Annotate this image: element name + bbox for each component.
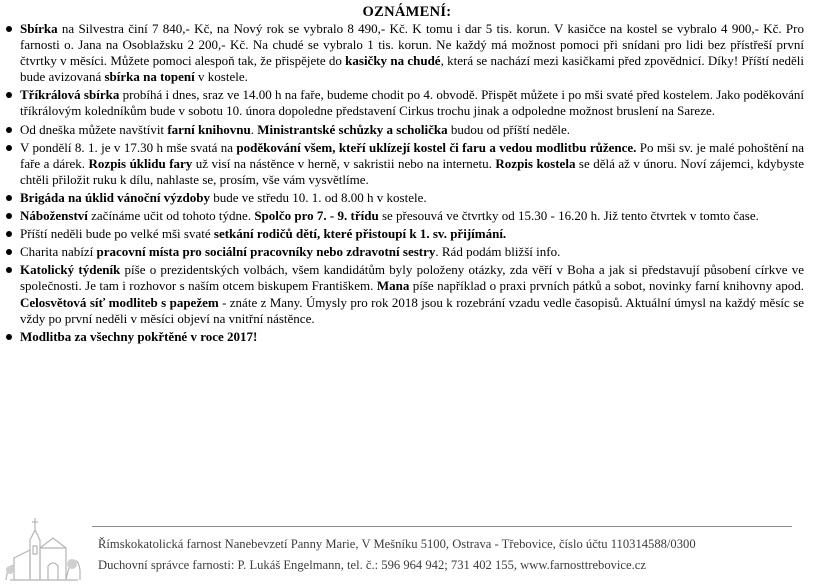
footer-parish-address: Římskokatolická farnost Nanebevzetí Panny Marie, V Mešníku 5100, Ostrava - Třebovice, číslo účtu 110314588/0300 (98, 537, 696, 551)
text: - znáte z Many. Úmysly pro rok 2018 jsou k rozebrání vzadu vedle časopisů. Aktuální úmysl na každý měsíc se vždy po první neděli v měsíci objeví na vnitřní nástěnce. (20, 294, 804, 326)
bold-text: poděkování všem, kteří uklízejí kostel či faru a vedou modlitbu růžence. (236, 139, 637, 155)
announcement-item (4, 329, 804, 345)
bold-text: kasičky na chudé (345, 53, 441, 69)
footer-divider (92, 526, 792, 527)
announcement-item (4, 140, 804, 188)
announcement-item (4, 262, 804, 326)
bold-text: Sbírka (20, 21, 58, 36)
bold-text: Rozpis úklidu fary (88, 155, 193, 171)
announcement-item (4, 226, 804, 242)
text: Od dneška můžete navštívit (20, 121, 168, 137)
text: Charita nabízí (20, 244, 97, 260)
text: bude ve středu 10. 1. od 8.00 h v kostele. (210, 189, 427, 205)
bold-text: Mana (376, 278, 410, 294)
text: píše o prezidentských volbách, všem kandidátům byly položeny otázky, zda věří v Boha a jak si představují působení církve ve společnosti. Je tam i rozhovor s naším otcem biskupem Františkem. (20, 262, 804, 294)
church-logo-icon (4, 500, 84, 582)
footer-contact: Duchovní správce farnosti: P. Lukáš Engelmann, tel. č.: 596 964 942; 731 402 155, www.farnosttrebovice.cz (98, 558, 646, 572)
text: Příští neděli bude po velké mši svaté (20, 226, 214, 242)
text: se dělá až v únoru. Noví zájemci, kdybyste chtěli přiložit ruku k dílu, nahlaste se, prosím, vše vám vysvětlíme. (20, 155, 804, 187)
text: , která se nachází mezi kasičkami před zpovědnicí. Díky! Příští neděli bude avizovaná (20, 53, 804, 85)
bold-text: Celosvětová síť modliteb s papežem (20, 294, 219, 310)
bold-text: Tříkrálová sbírka (20, 87, 120, 103)
text: už visí na nástěnce v herně, v sakristii nebo na internetu. (192, 155, 496, 171)
text: Po mši sv. je malé pohoštění na faře a dárek. (20, 139, 805, 171)
bold-text: Modlitba za všechny pokřtěné v roce 2017! (20, 328, 258, 344)
announcement-item (4, 208, 804, 224)
bold-text: setkání rodičů dětí, které přistoupí k 1. sv. přijímání. (213, 226, 507, 242)
bold-text: sbírka na topení (104, 69, 195, 85)
bold-text: Rozpis kostela (495, 155, 576, 171)
bold-text: pracovní místa pro sociální pracovníky nebo zdravotní sestry (96, 244, 436, 260)
bold-text: farní knihovnu (167, 121, 251, 137)
text: začínáme učit od tohoto týdne. (87, 208, 255, 224)
announcement-list (4, 21, 804, 347)
text: píše například o praxi prvních pátků a sobot, novinky farní knihovny apod. (409, 278, 804, 294)
bold-text: Spolčo pro 7. - 9. třídu (254, 208, 379, 224)
bold-text: Brigáda na úklid vánoční výzdoby (20, 189, 210, 205)
announcement-item (4, 190, 804, 206)
text: . (250, 121, 258, 137)
announcement-item (4, 122, 804, 138)
page-title: OZNÁMENÍ: (362, 4, 452, 20)
bold-text: Katolický týdeník (20, 262, 121, 278)
text: se přesouvá ve čtvrtky od 15.30 - 16.20 h. Již tento čtvrtek v tomto čase. (378, 208, 759, 224)
announcement-item (4, 21, 804, 85)
text: V pondělí 8. 1. je v 17.30 h mše svatá na (20, 139, 237, 155)
bold-text: Náboženství (20, 208, 88, 224)
bold-text: Ministrantské schůzky a scholička (257, 121, 448, 137)
text: . Rád podám bližší info. (435, 244, 561, 260)
text: na Silvestra činí 7 840,- Kč, na Nový rok se vybralo 8 490,- Kč. K tomu i dar 5 tis. korun. V kasičce na kostel se vybralo 4 900,- Kč. Pro farnosti o. Jana na Osoblažsku 2 200,- Kč. Na chudé se vybralo 1 tis. korun. Ne každý má možnost pomoci při snídani pro lidi bez přístřeší první čtvrtky v měsíci. Můžete pomoci alespoň tak, že přispějete do (20, 21, 804, 69)
text: v kostele. (194, 69, 248, 85)
announcement-item (4, 87, 804, 119)
announcement-item (4, 244, 804, 260)
text: budou od příští neděle. (447, 121, 570, 137)
text: probíhá i dnes, sraz ve 14.00 h na faře, budeme chodit po 4. obvodě. Přispět můžete i po mši svaté před kostelem. Jako poděkování tříkrálovým koledníkům bude v sobotu 10. února dopoledne představení Cirkus trochu jinak a odpoledne možnost bruslení na Sareze. (20, 87, 804, 119)
